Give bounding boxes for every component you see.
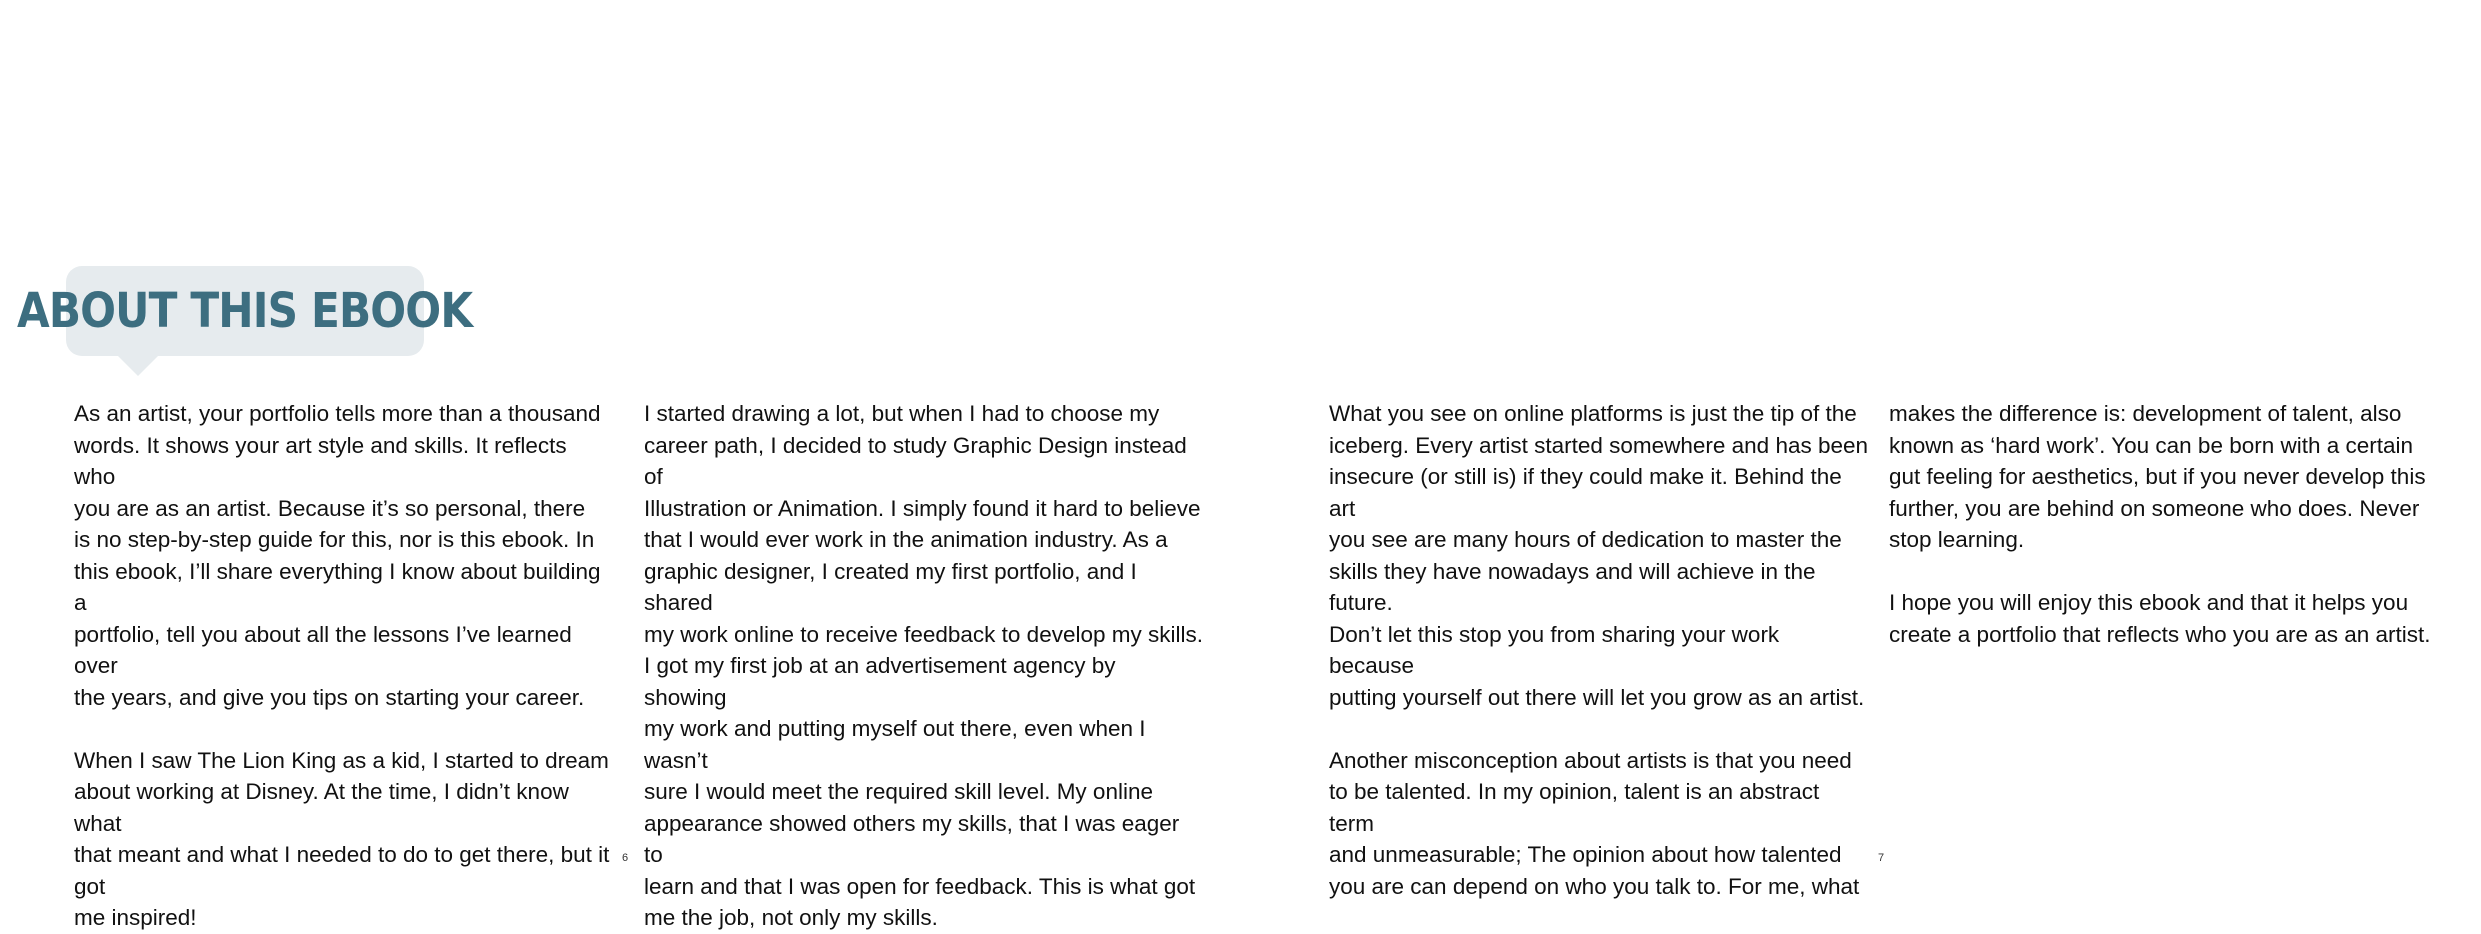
body-paragraph: Another misconception about artists is that you need to be talented. In my opinion, talent is an abstract term and unmeasurable; The opinion about how talented you are can depend on who you talk to. For me, what (1329, 747, 1860, 899)
right-page-column-1 (1329, 398, 1869, 902)
body-paragraph: I started drawing a lot, but when I had to choose my career path, I decided to study Graphic Design instead of Illustration or Animation. I simply found it hard to believe that I would ever work in the animation industry. As a graphic designer, I created my first portfolio, and I shared my work online to receive feedback to develop my skills. I got my first job at an advertisement agency by showing my work and putting myself out there, even when I wasn’t sure I would meet the required skill level. My online appearance showed others my skills, that I was eager to learn and that I was open for feedback. This is what got me the job, not only my skills. (644, 401, 1203, 930)
body-paragraph: I hope you will enjoy this ebook and that it helps you create a portfolio that reflects who you are as an artist. (1889, 590, 2431, 647)
section-title: ABOUT THIS EBOOK (17, 283, 473, 339)
body-paragraph: As an artist, your portfolio tells more than a thousand words. It shows your art style and skills. It reflects who you are as an artist. Because it’s so personal, there is no step-by-step guide for this, nor is this ebook. In this ebook, I’ll share everything I know about building a portfolio, tell you about all the lessons I’ve learned over the years, and give you tips on starting your career. (74, 401, 601, 710)
left-page (0, 0, 1240, 930)
section-title-bubble (17, 266, 473, 356)
body-paragraph: When I saw The Lion King as a kid, I started to dream about working at Disney. At the time, I didn’t know what that meant and what I needed to do to get there, but it got me inspired! (74, 747, 610, 930)
page-number: 7 (1878, 852, 1885, 864)
left-page-column-2 (644, 398, 1204, 934)
right-page-column-2 (1889, 398, 2449, 650)
page-number: 6 (622, 852, 629, 864)
right-page (1241, 0, 2481, 899)
body-paragraph: makes the difference is: development of talent, also known as ‘hard work’. You can be born with a certain gut feeling for aesthetics, but if you never develop this further, you are behind on someone who does. Never stop learning. (1889, 401, 2426, 552)
body-paragraph: What you see on online platforms is just the tip of the iceberg. Every artist started somewhere and has been insecure (or still is) if they could make it. Behind the art you see are many hours of dedication to master the skills they have nowadays and will achieve in the future. Don’t let this stop you from sharing your work because putting yourself out there will let you grow as an artist. (1329, 401, 1869, 710)
left-page-column-1 (74, 398, 614, 934)
